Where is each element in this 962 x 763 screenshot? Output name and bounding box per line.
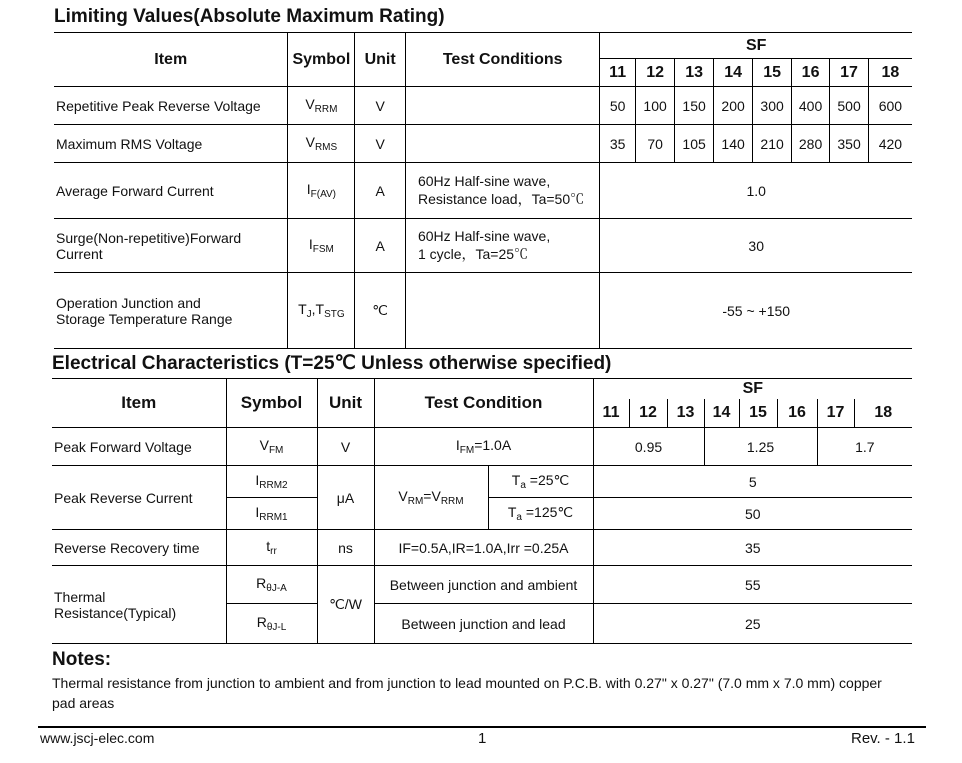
- electrical-characteristics-title: Electrical Characteristics (T=25℃ Unless otherwise specified): [52, 353, 612, 374]
- row-label: Repetitive Peak Reverse Voltage: [54, 87, 288, 125]
- row-cond: Between junction and lead: [374, 604, 593, 644]
- elec-symbol-header: Symbol: [226, 379, 317, 428]
- row-unit: V: [317, 428, 374, 466]
- row-value: 200: [713, 87, 753, 125]
- row-value: 50: [600, 87, 635, 125]
- row-symbol: $R_{\theta J-L}$: [226, 604, 317, 644]
- row-value: 280: [791, 125, 829, 163]
- limiting-values-title: Limiting Values(Absolute Maximum Rating): [54, 6, 445, 27]
- elec-col-18: 18: [854, 399, 912, 428]
- row-label: Peak Reverse Current: [52, 466, 226, 530]
- lim-unit-header: Unit: [355, 33, 406, 87]
- row-unit: ns: [317, 530, 374, 566]
- row-value: 70: [635, 125, 675, 163]
- table-row: [54, 163, 912, 219]
- lim-col-16: 16: [791, 59, 829, 87]
- row-label: Reverse Recovery time: [52, 530, 226, 566]
- table-row: [52, 566, 912, 604]
- row-label: Maximum RMS Voltage: [54, 125, 288, 163]
- row-unit: A: [355, 219, 406, 273]
- elec-col-16: 16: [777, 399, 817, 428]
- row-unit: ℃/W: [317, 566, 374, 644]
- row-symbol: $I_{RRM1}$: [226, 498, 317, 530]
- elec-item-header: Item: [52, 379, 226, 428]
- row-cond: [405, 87, 599, 125]
- row-symbol: $T_J,T_{STG}$: [288, 273, 355, 349]
- row-unit: μA: [317, 466, 374, 530]
- row-symbol: $t_{rr}$: [226, 530, 317, 566]
- row-value: 1.7: [817, 428, 912, 466]
- lim-col-11: 11: [600, 59, 635, 87]
- row-cond: 60Hz Half-sine wave, 1 cycle，Ta=25℃: [405, 219, 599, 273]
- row-value: 1.25: [704, 428, 817, 466]
- row-label: Operation Junction and Storage Temperature Range: [54, 273, 288, 349]
- elec-cond-header: Test Condition: [374, 379, 593, 428]
- row-cond: $I_{FM}=1.0A$: [374, 428, 593, 466]
- elec-col-13: 13: [667, 399, 704, 428]
- table-row: [54, 87, 912, 125]
- row-cond: IF=0.5A,IR=1.0A,Irr =0.25A: [374, 530, 593, 566]
- footer-website: www.jscj-elec.com: [40, 730, 155, 746]
- row-label: Thermal Resistance(Typical): [52, 566, 226, 644]
- table-row: [54, 273, 912, 349]
- row-value: 350: [830, 125, 868, 163]
- row-unit: A: [355, 163, 406, 219]
- lim-col-15: 15: [753, 59, 791, 87]
- limiting-values-table: [54, 32, 912, 349]
- row-symbol: $I_{RRM2}$: [226, 466, 317, 498]
- row-value: 0.95: [593, 428, 704, 466]
- lim-symbol-header: Symbol: [288, 33, 355, 87]
- row-cond: [405, 125, 599, 163]
- lim-col-14: 14: [713, 59, 753, 87]
- row-value: 210: [753, 125, 791, 163]
- row-unit: ℃: [355, 273, 406, 349]
- row-value: 105: [675, 125, 713, 163]
- row-value: 35: [593, 530, 912, 566]
- lim-col-17: 17: [830, 59, 868, 87]
- elec-col-15: 15: [739, 399, 777, 428]
- lim-col-18: 18: [868, 59, 912, 87]
- row-cond-ta: $T_a$ =125℃: [488, 498, 593, 530]
- electrical-characteristics-table: [52, 378, 912, 644]
- footer-divider: [38, 726, 926, 728]
- row-value: 150: [675, 87, 713, 125]
- elec-unit-header: Unit: [317, 379, 374, 428]
- row-value: 300: [753, 87, 791, 125]
- notes-text: Thermal resistance from junction to ambient and from junction to lead mounted on P.C.B. with 0.27" x 0.27" (7.0 mm x 7.0 mm) copper pad areas: [52, 675, 882, 711]
- row-cond: 60Hz Half-sine wave, Resistance load，Ta=50℃: [405, 163, 599, 219]
- row-label: Peak Forward Voltage: [52, 428, 226, 466]
- elec-sf-header: SF: [593, 379, 912, 399]
- lim-sf-header: SF: [600, 33, 912, 59]
- lim-col-12: 12: [635, 59, 675, 87]
- elec-col-12: 12: [629, 399, 667, 428]
- row-symbol: $V_{FM}$: [226, 428, 317, 466]
- row-value: -55 ~ +150: [600, 273, 912, 349]
- row-value: 420: [868, 125, 912, 163]
- row-value: 100: [635, 87, 675, 125]
- row-symbol: $R_{\theta J-A}$: [226, 566, 317, 604]
- row-value: 140: [713, 125, 753, 163]
- row-symbol: $I_{FSM}$: [288, 219, 355, 273]
- notes-title: Notes:: [52, 649, 112, 670]
- footer-page-number: 1: [478, 730, 487, 747]
- row-unit: V: [355, 125, 406, 163]
- row-label: Surge(Non-repetitive)Forward Current: [54, 219, 288, 273]
- table-row: [52, 530, 912, 566]
- row-symbol: $V_{RMS}$: [288, 125, 355, 163]
- row-cond: Between junction and ambient: [374, 566, 593, 604]
- table-row: [54, 219, 912, 273]
- row-value: 55: [593, 566, 912, 604]
- row-value: 35: [600, 125, 635, 163]
- table-row: [52, 428, 912, 466]
- row-unit: V: [355, 87, 406, 125]
- elec-col-14: 14: [704, 399, 739, 428]
- row-symbol: $I_{F(AV)}$: [288, 163, 355, 219]
- lim-item-header: Item: [54, 33, 288, 87]
- lim-cond-header: Test Conditions: [405, 33, 599, 87]
- row-value: 400: [791, 87, 829, 125]
- table-row: [54, 125, 912, 163]
- row-value: 1.0: [600, 163, 912, 219]
- row-symbol: $V_{RRM}$: [288, 87, 355, 125]
- elec-col-17: 17: [817, 399, 854, 428]
- footer-revision: Rev. - 1.1: [851, 730, 915, 747]
- row-cond-ta: $T_a$ =25℃: [488, 466, 593, 498]
- row-label: Average Forward Current: [54, 163, 288, 219]
- row-cond: $V_{RM}=V_{RRM}$: [374, 466, 488, 530]
- elec-col-11: 11: [593, 399, 629, 428]
- row-cond: [405, 273, 599, 349]
- row-value: 500: [830, 87, 868, 125]
- lim-col-13: 13: [675, 59, 713, 87]
- table-row: [52, 466, 912, 498]
- row-value: 30: [600, 219, 912, 273]
- row-value: 600: [868, 87, 912, 125]
- row-value: 50: [593, 498, 912, 530]
- row-value: 25: [593, 604, 912, 644]
- row-value: 5: [593, 466, 912, 498]
